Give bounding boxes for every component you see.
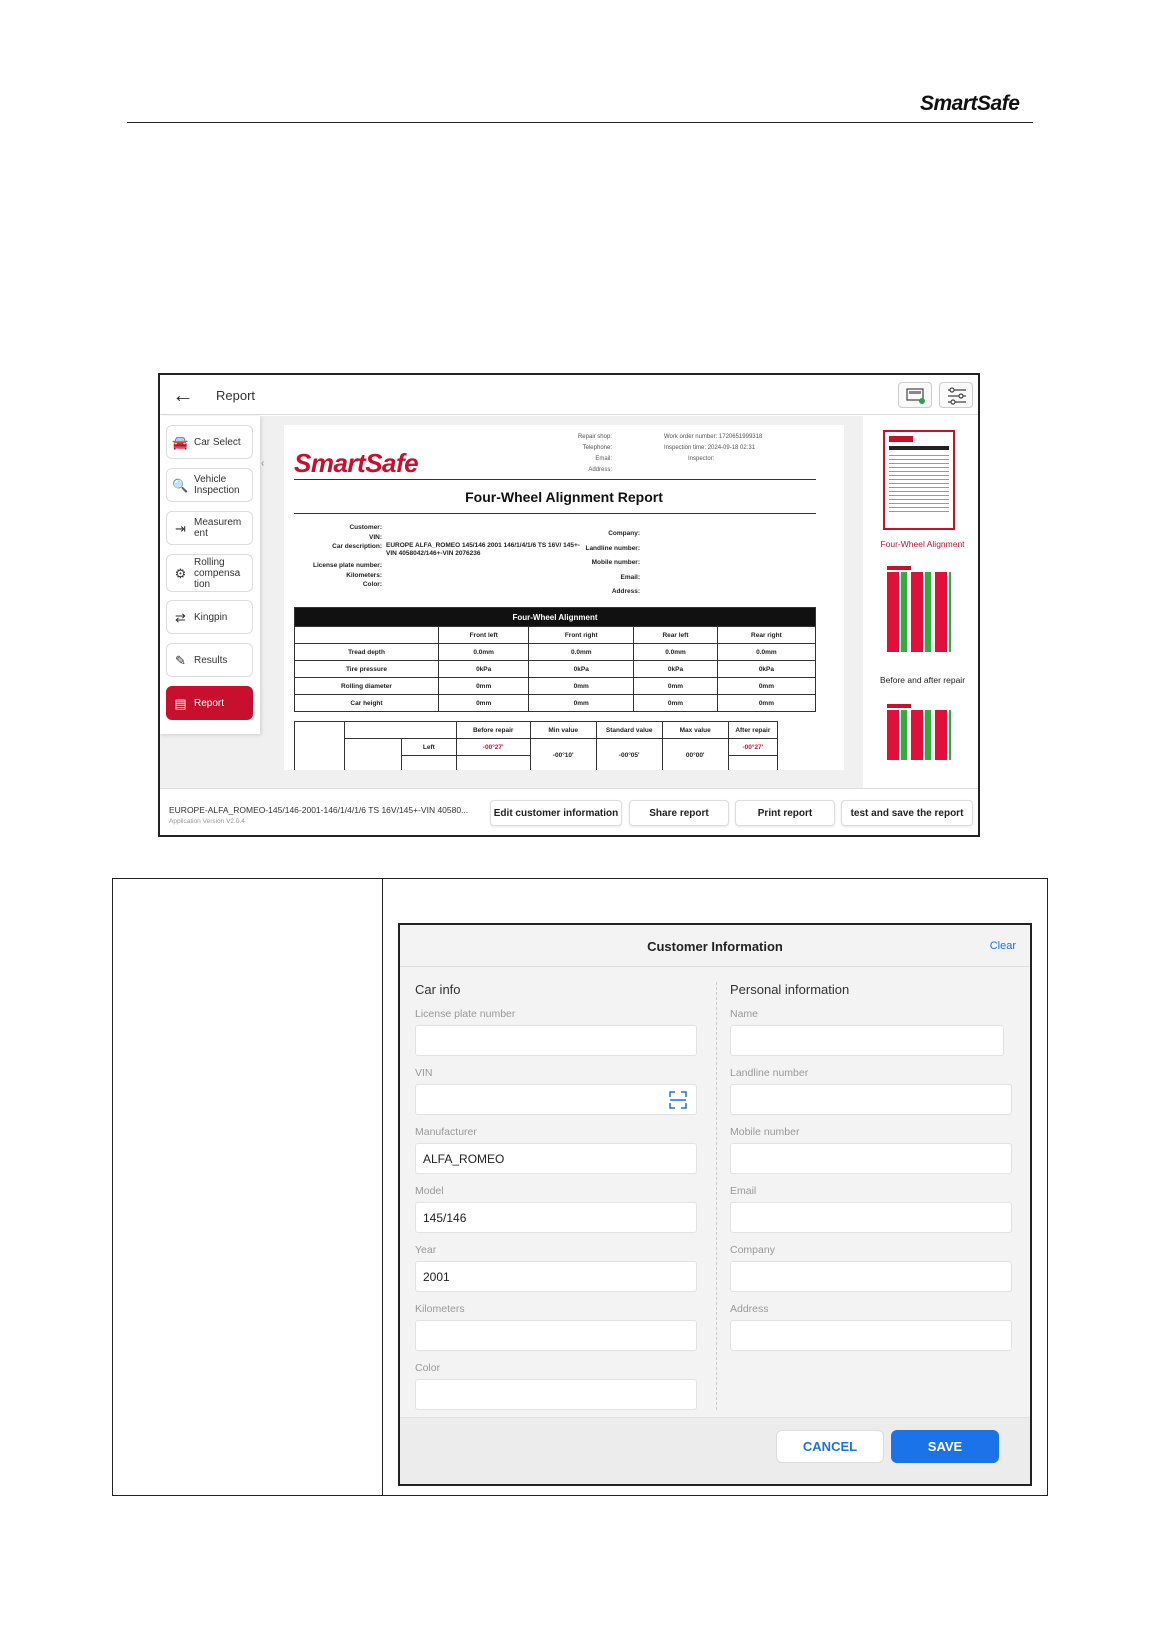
field-label: Address: [730, 1303, 769, 1315]
customer-labels: Customer: VIN: Car description: License plate number: Kilometers: Color:: [313, 524, 382, 588]
email-input[interactable]: [730, 1202, 1012, 1233]
sidebar-item-report[interactable]: [166, 686, 253, 720]
kingpin-icon: ⇄: [175, 609, 186, 625]
report-logo: SmartSafe: [294, 448, 419, 478]
table-row: Tire pressure 0kPa 0kPa 0kPa 0kPa: [295, 661, 816, 678]
dialog-footer: [400, 1417, 1030, 1486]
table-column-divider: [382, 878, 383, 1496]
table-header: Front left: [439, 627, 529, 644]
sidebar-item-results[interactable]: [166, 643, 253, 677]
sidebar-item-label: Measurem ent: [194, 517, 242, 539]
test-save-report-button[interactable]: test and save the report: [841, 800, 973, 826]
scan-icon[interactable]: [669, 1091, 687, 1109]
report-preview[interactable]: [284, 425, 844, 770]
car-description-value: EUROPE ALFA_ROMEO 145/146 2001 146/1/4/1/6 TS 16V/ 145+-VIN 4058042/146+-VIN 2076236: [386, 542, 580, 557]
brand-logo: SmartSafe: [920, 92, 1020, 115]
field-label: Company: [730, 1244, 775, 1256]
sidebar-item-vehicle-inspection[interactable]: [166, 468, 253, 502]
sidebar-item-label: Results: [194, 654, 228, 666]
field-label: Kilometers: [415, 1303, 465, 1315]
results-icon: ✎: [175, 652, 186, 668]
sidebar: [160, 416, 260, 734]
edit-customer-info-button[interactable]: Edit customer information: [490, 800, 622, 826]
sidebar-item-label: Car Select: [194, 436, 241, 448]
table-header: Rear right: [717, 627, 815, 644]
field-label: Year: [415, 1244, 437, 1256]
kilometers-input[interactable]: [415, 1320, 697, 1351]
report-icon: ▤: [174, 695, 187, 711]
report-divider: [294, 479, 816, 480]
name-input[interactable]: [730, 1025, 1004, 1056]
vin-input[interactable]: [415, 1084, 697, 1115]
field-label: Email: [730, 1185, 757, 1197]
field-label: VIN: [415, 1067, 433, 1079]
table-title: Four-Wheel Alignment: [295, 608, 816, 627]
back-arrow-icon[interactable]: ←: [172, 382, 194, 407]
thumbnail-four-wheel-alignment[interactable]: [883, 430, 955, 530]
report-meta-left: Repair shop: Telephone: Email: Address:: [577, 434, 612, 473]
landline-input[interactable]: [730, 1084, 1012, 1115]
table-row: Tread depth 0.0mm 0.0mm 0.0mm 0.0mm: [295, 644, 816, 661]
car-icon: 🚘: [172, 434, 189, 450]
license-plate-input[interactable]: [415, 1025, 697, 1056]
device-status-icon[interactable]: [898, 382, 932, 408]
sidebar-item-car-select[interactable]: [166, 425, 253, 459]
table-row: Rolling diameter 0mm 0mm 0mm 0mm: [295, 678, 816, 695]
app-version: Application Version V2.0.4: [169, 818, 245, 825]
sidebar-item-label: Vehicle Inspection: [194, 474, 240, 496]
field-label: Color: [415, 1362, 441, 1374]
sidebar-item-measurement[interactable]: [166, 511, 253, 545]
car-info-heading: Car info: [415, 982, 461, 997]
field-label: License plate number: [415, 1008, 516, 1020]
field-label: Manufacturer: [415, 1126, 477, 1138]
field-label: Landline number: [730, 1067, 809, 1079]
content-area: [160, 416, 978, 788]
measurement-icon: ⇥: [175, 520, 186, 536]
thumbnail-page-3[interactable]: [883, 702, 955, 772]
sidebar-item-label: Report: [194, 697, 225, 709]
print-report-button[interactable]: Print report: [735, 800, 835, 826]
page-title: Report: [216, 388, 256, 403]
sidebar-item-label: Rolling compensa tion: [194, 556, 241, 590]
sidebar-item-kingpin[interactable]: [166, 600, 253, 634]
save-button[interactable]: SAVE: [891, 1430, 999, 1463]
column-divider: [716, 982, 717, 1410]
field-label: Model: [415, 1185, 444, 1197]
address-input[interactable]: [730, 1320, 1012, 1351]
repair-table: Before repair Min value Standard value Max value After repair Left -00°27' -00°10' -00°05' 00°00' -00°27': [294, 721, 778, 770]
wheel-icon: ⚙: [174, 565, 187, 581]
share-report-button[interactable]: Share report: [629, 800, 729, 826]
dialog-header: [400, 925, 1030, 967]
report-meta-right: Work order number: 1720651999318 Inspection time: 2024-09-18 02:31 Inspector:: [664, 434, 763, 462]
cancel-button[interactable]: CANCEL: [776, 1430, 884, 1463]
table-header: Front right: [529, 627, 634, 644]
top-bar: [160, 375, 978, 415]
thumbnail-before-after[interactable]: [883, 564, 955, 659]
clear-button[interactable]: Clear: [989, 940, 1016, 952]
customer-info-dialog: [398, 923, 1032, 1486]
header-divider: [127, 122, 1033, 123]
personal-info-heading: Personal information: [730, 982, 850, 997]
report-screen: [158, 373, 980, 837]
alignment-table: [294, 607, 816, 712]
collapse-sidebar-icon[interactable]: ‹: [261, 458, 265, 469]
page-thumbnails: [863, 416, 980, 788]
field-label: Name: [730, 1008, 759, 1020]
color-input[interactable]: [415, 1379, 697, 1410]
table-row: Car height 0mm 0mm 0mm 0mm: [295, 695, 816, 712]
model-input[interactable]: 145/146: [415, 1202, 697, 1233]
report-divider: [294, 513, 816, 514]
sidebar-item-rolling-compensation[interactable]: [166, 554, 253, 592]
report-title: Four-Wheel Alignment Report: [465, 489, 663, 505]
field-label: Mobile number: [730, 1126, 800, 1138]
dialog-title: Customer Information: [647, 939, 783, 954]
settings-sliders-icon[interactable]: [939, 382, 973, 408]
manufacturer-input[interactable]: ALFA_ROMEO: [415, 1143, 697, 1174]
company-input[interactable]: [730, 1261, 1012, 1292]
footer-bar: [160, 788, 978, 837]
car-inspection-icon: 🔍: [172, 477, 189, 493]
company-labels: Company: Landline number: Mobile number: Email: Address:: [585, 530, 640, 595]
table-header: Rear left: [634, 627, 718, 644]
year-input[interactable]: 2001: [415, 1261, 697, 1292]
mobile-input[interactable]: [730, 1143, 1012, 1174]
thumbnail-label: Before and after repair: [879, 675, 966, 685]
vehicle-description: EUROPE-ALFA_ROMEO-145/146-2001-146/1/4/1/6 TS 16V/145+-VIN 40580...: [169, 805, 469, 815]
sidebar-item-label: Kingpin: [194, 611, 228, 623]
thumbnail-label: Four-Wheel Alignment: [880, 539, 965, 549]
